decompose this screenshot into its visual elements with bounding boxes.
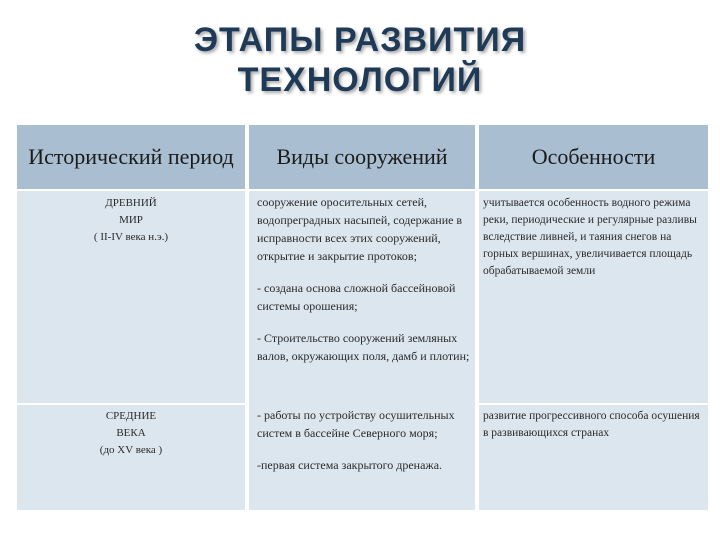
page-title xyxy=(0,20,720,100)
period-line: ДРЕВНИЙ xyxy=(105,197,157,209)
period-line: МИР xyxy=(119,214,143,226)
structure-item: - создана основа сложной бассейновой системы орошения; xyxy=(257,281,456,313)
title-line-1: ЭТАПЫ РАЗВИТИЯ xyxy=(193,21,527,59)
structure-item: сооружение оросительных сетей, водопреградных насыпей, содержание в исправности всех этих сооружений, открытие и закрытие протоков; xyxy=(257,195,463,263)
header-structures: Виды сооружений xyxy=(249,125,475,189)
header-features: Особенности xyxy=(479,125,708,189)
period-line: ( II-IV века н.э.) xyxy=(93,231,169,243)
table-row-ancient-features xyxy=(483,195,705,280)
row-separator-period xyxy=(17,403,245,405)
row-separator-features xyxy=(479,403,708,405)
structure-item: - работы по устройству осушительных систем в бассейне Северного моря; xyxy=(257,408,455,440)
structure-item: - Строительство сооружений земляных валов, окружающих поля, дамб и плотин; xyxy=(257,331,470,363)
structure-item: -первая система закрытого дренажа. xyxy=(257,458,443,472)
header-period: Исторический период xyxy=(17,125,245,189)
table-row-ancient-period xyxy=(17,195,245,246)
stages-table xyxy=(17,125,708,510)
features-text: учитывается особенность водного режима реки, периодические и регулярные разливы вследствие ливней, и таяния снегов на горных вершинах, увеличивается площадь обрабатываемой земли xyxy=(483,197,697,277)
period-line: СРЕДНИЕ xyxy=(105,410,157,422)
table-row-ancient-structures xyxy=(257,193,473,365)
table-row-medieval-structures xyxy=(257,406,473,474)
period-line: ВЕКА xyxy=(116,427,146,439)
table-row-medieval-features xyxy=(483,408,705,442)
table-row-medieval-period xyxy=(17,408,245,459)
title-line-2: ТЕХНОЛОГИЙ xyxy=(237,61,483,99)
features-text: развитие прогрессивного способа осушения в развивающихся странах xyxy=(483,410,700,439)
period-line: (до XV века ) xyxy=(99,444,163,456)
